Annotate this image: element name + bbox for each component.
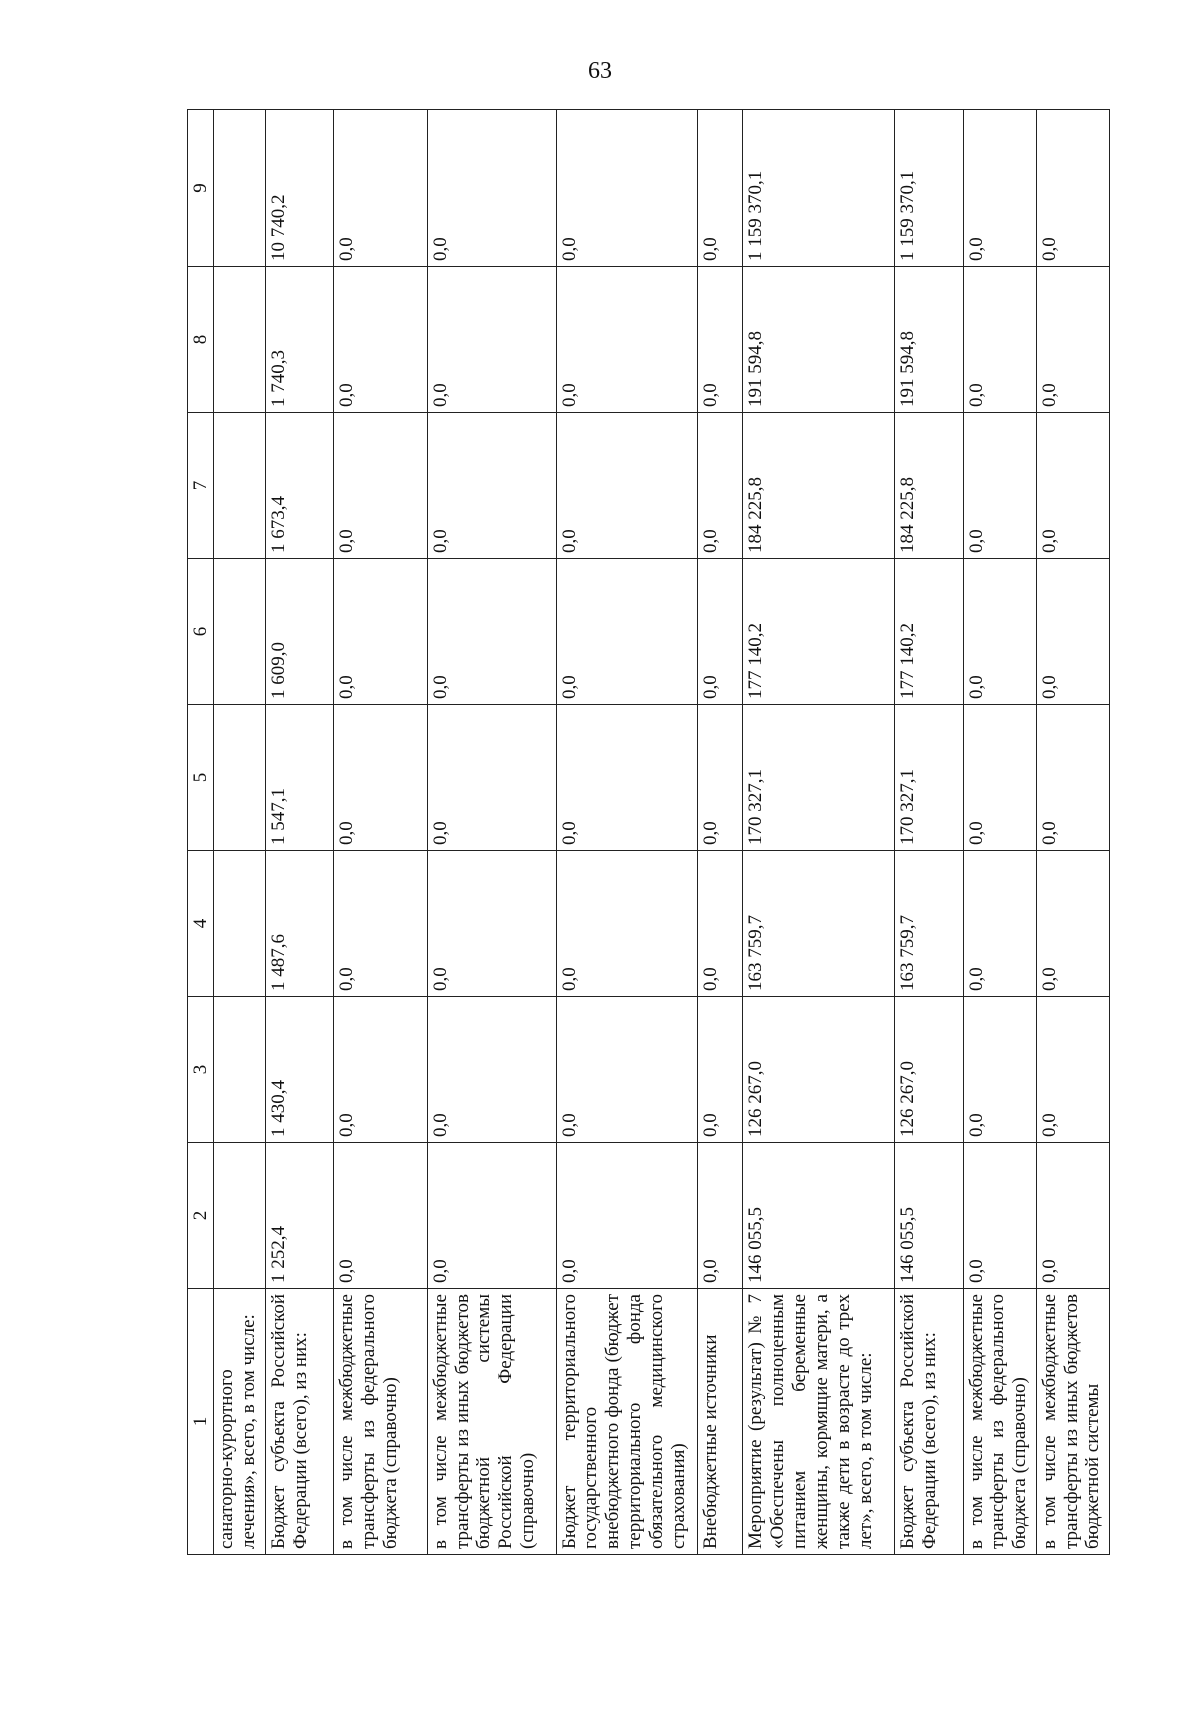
value-cell: 0,0 [1036,559,1109,705]
value-cell: 0,0 [334,110,427,267]
row-label: в том числе межбюджетные трансферты из иных бюджетов бюджетной системы Российской Федерации (справочно) [427,1289,556,1555]
value-cell [213,705,265,851]
value-cell [213,997,265,1143]
value-cell: 0,0 [427,413,556,559]
value-cell: 0,0 [1036,1143,1109,1289]
column-header: 5 [188,705,214,851]
table-header-row [188,110,214,1555]
value-cell: 0,0 [697,997,743,1143]
value-cell: 0,0 [427,705,556,851]
value-cell: 0,0 [963,1143,1036,1289]
page-number: 63 [588,58,612,84]
column-header: 2 [188,1143,214,1289]
row-label: в том числе межбюджетные трансферты из иных бюджетов бюджетной системы [1036,1289,1109,1555]
value-cell: 0,0 [334,413,427,559]
value-cell: 0,0 [697,1143,743,1289]
value-cell: 0,0 [697,413,743,559]
value-cell: 0,0 [1036,705,1109,851]
value-cell [213,110,265,267]
rotated-table-container [187,110,1110,1555]
value-cell: 0,0 [556,559,697,705]
column-header: 4 [188,851,214,997]
table-row [743,110,895,1555]
value-cell: 0,0 [334,997,427,1143]
value-cell: 0,0 [1036,413,1109,559]
value-cell: 0,0 [1036,267,1109,413]
budget-table [187,109,1110,1555]
value-cell: 0,0 [697,851,743,997]
value-cell: 0,0 [963,705,1036,851]
value-cell: 0,0 [697,110,743,267]
value-cell: 0,0 [963,110,1036,267]
value-cell: 0,0 [334,851,427,997]
table-row [334,110,427,1555]
value-cell: 0,0 [556,705,697,851]
value-cell: 1 547,1 [265,705,334,851]
value-cell: 0,0 [556,110,697,267]
value-cell: 0,0 [334,705,427,851]
value-cell: 0,0 [556,997,697,1143]
value-cell: 0,0 [556,267,697,413]
value-cell: 1 159 370,1 [895,110,964,267]
value-cell: 0,0 [963,851,1036,997]
row-label: Бюджет субъекта Российской Федерации (всего), из них: [265,1289,334,1555]
value-cell: 163 759,7 [895,851,964,997]
value-cell: 0,0 [556,413,697,559]
value-cell: 10 740,2 [265,110,334,267]
value-cell: 177 140,2 [743,559,895,705]
value-cell: 0,0 [556,1143,697,1289]
column-header: 9 [188,110,214,267]
row-label: Внебюджетные источники [697,1289,743,1555]
value-cell: 0,0 [427,851,556,997]
value-cell: 0,0 [556,851,697,997]
value-cell: 1 673,4 [265,413,334,559]
column-header: 3 [188,997,214,1143]
table-row [697,110,743,1555]
value-cell: 184 225,8 [895,413,964,559]
value-cell: 0,0 [963,413,1036,559]
row-label: Мероприятие (результат) № 7 «Обеспечены полноценным питанием беременные женщины, кормящие матери, а также дети в возрасте до трех лет», всего, в том числе: [743,1289,895,1555]
column-header: 7 [188,413,214,559]
value-cell: 0,0 [334,1143,427,1289]
value-cell: 191 594,8 [743,267,895,413]
value-cell [213,413,265,559]
value-cell: 1 740,3 [265,267,334,413]
value-cell: 0,0 [334,559,427,705]
table-row [1036,110,1109,1555]
value-cell: 170 327,1 [895,705,964,851]
row-label: санаторно-курортного лечения», всего, в том числе: [213,1289,265,1555]
value-cell: 1 159 370,1 [743,110,895,267]
table-row [213,110,265,1555]
value-cell: 1 430,4 [265,997,334,1143]
value-cell: 0,0 [427,997,556,1143]
value-cell: 126 267,0 [895,997,964,1143]
value-cell: 0,0 [697,705,743,851]
row-label: в том числе межбюджетные трансферты из федерального бюджета (справочно) [334,1289,427,1555]
value-cell: 126 267,0 [743,997,895,1143]
value-cell: 0,0 [1036,110,1109,267]
value-cell: 191 594,8 [895,267,964,413]
value-cell: 0,0 [334,267,427,413]
value-cell: 1 252,4 [265,1143,334,1289]
value-cell [213,851,265,997]
value-cell: 184 225,8 [743,413,895,559]
value-cell: 0,0 [697,267,743,413]
value-cell: 146 055,5 [895,1143,964,1289]
value-cell: 1 609,0 [265,559,334,705]
value-cell: 0,0 [1036,851,1109,997]
value-cell: 0,0 [697,559,743,705]
value-cell: 1 487,6 [265,851,334,997]
table-row [556,110,697,1555]
column-header: 1 [188,1289,214,1555]
column-header: 8 [188,267,214,413]
row-label: в том числе межбюджетные трансферты из федерального бюджета (справочно) [963,1289,1036,1555]
value-cell: 0,0 [427,267,556,413]
value-cell: 0,0 [963,267,1036,413]
value-cell: 163 759,7 [743,851,895,997]
table-row [265,110,334,1555]
value-cell: 0,0 [427,110,556,267]
value-cell: 0,0 [1036,997,1109,1143]
value-cell [213,559,265,705]
value-cell: 146 055,5 [743,1143,895,1289]
value-cell: 0,0 [963,559,1036,705]
value-cell: 170 327,1 [743,705,895,851]
table-body [188,110,1110,1555]
value-cell: 0,0 [427,1143,556,1289]
value-cell: 177 140,2 [895,559,964,705]
value-cell [213,1143,265,1289]
table-row [895,110,964,1555]
value-cell [213,267,265,413]
table-row [963,110,1036,1555]
table-row [427,110,556,1555]
column-header: 6 [188,559,214,705]
row-label: Бюджет субъекта Российской Федерации (всего), из них: [895,1289,964,1555]
value-cell: 0,0 [963,997,1036,1143]
value-cell: 0,0 [427,559,556,705]
row-label: Бюджет территориального государственного внебюджетного фонда (бюджет территориального фонда обязательного медицинского страхования) [556,1289,697,1555]
